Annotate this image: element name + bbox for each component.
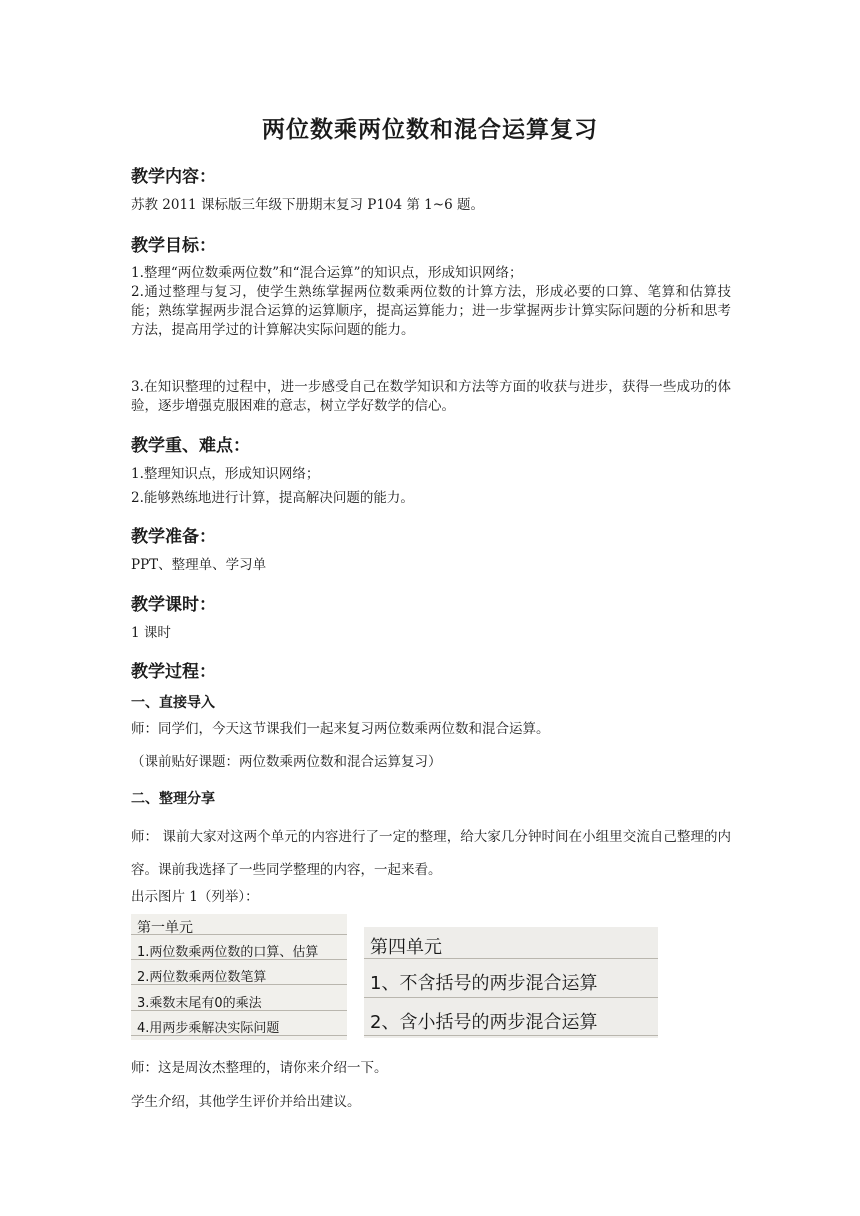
heading-hours: 教学课时： — [131, 595, 216, 615]
note1-item-3: 3.乘数末尾有0的乘法 — [137, 996, 262, 1011]
note2-item-2: 2、含小括号的两步混合运算 — [370, 1012, 598, 1033]
document-title: 两位数乘两位数和混合运算复习 — [262, 117, 598, 143]
goal-item-3: 3.在知识整理的过程中，进一步感受自己在数学知识和方法等方面的收获与进步，获得一些成功的体验，逐步增强克服困难的意志，树立学好数学的信心。 — [131, 379, 731, 414]
prep-text: PPT、整理单、学习单 — [131, 557, 267, 573]
heading-key-points: 教学重、难点： — [131, 436, 250, 456]
note1-title: 第一单元 — [137, 920, 193, 936]
heading-content: 教学内容： — [131, 167, 216, 187]
handwritten-note-unit-4 — [364, 927, 658, 1038]
key-point-2: 2.能够熟练地进行计算，提高解决问题的能力。 — [131, 490, 414, 506]
share-line-1: 师： 课前大家对这两个单元的内容进行了一定的整理，给大家几分钟时间在小组里交流自己整理的内容。课前我选择了一些同学整理的内容，一起来看。 — [131, 829, 731, 878]
share-line-2: 出示图片 1（列举）： — [131, 889, 259, 905]
goal-item-1: 1.整理“两位数乘两位数”和“混合运算”的知识点，形成知识网络； — [131, 265, 523, 281]
subheading-intro: 一、直接导入 — [131, 695, 215, 711]
note2-title: 第四单元 — [370, 937, 442, 958]
goal-item-2: 2.通过整理与复习，使学生熟练掌握两位数乘两位数的计算方法，形成必要的口算、笔算和估算技能；熟练掌握两步混合运算的运算顺序，提高运算能力；进一步掌握两步计算实际问题的分析和思考方法，提高用学过的计算解决实际问题的能力。 — [131, 284, 731, 338]
content-text: 苏教 2011 课标版三年级下册期末复习 P104 第 1~6 题。 — [131, 197, 484, 213]
intro-line-1: 师：同学们，今天这节课我们一起来复习两位数乘两位数和混合运算。 — [131, 721, 550, 737]
heading-process: 教学过程： — [131, 662, 216, 682]
heading-prep: 教学准备： — [131, 527, 216, 547]
note1-item-2: 2.两位数乘两位数笔算 — [137, 970, 267, 985]
key-point-1: 1.整理知识点，形成知识网络； — [131, 466, 320, 482]
note1-item-1: 1.两位数乘两位数的口算、估算 — [137, 945, 319, 960]
intro-line-2: （课前贴好课题：两位数乘两位数和混合运算复习） — [131, 754, 442, 770]
note1-item-4: 4.用两步乘解决实际问题 — [137, 1021, 280, 1036]
share-line-3: 师：这是周汝杰整理的，请你来介绍一下。 — [131, 1060, 388, 1076]
share-line-4: 学生介绍，其他学生评价并给出建议。 — [131, 1094, 361, 1110]
note2-item-1: 1、不含括号的两步混合运算 — [370, 973, 598, 994]
hours-text: 1 课时 — [131, 625, 171, 641]
subheading-share: 二、整理分享 — [131, 791, 215, 807]
heading-goals: 教学目标： — [131, 236, 216, 256]
handwritten-note-unit-1 — [131, 914, 347, 1040]
